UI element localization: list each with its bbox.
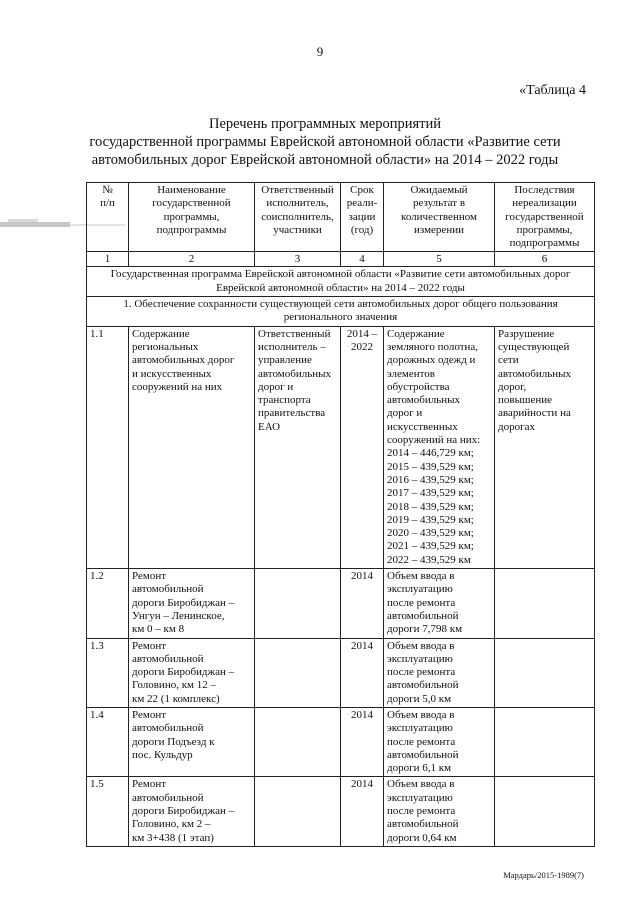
- column-number: 1: [87, 252, 129, 267]
- table-row: [87, 569, 595, 638]
- header-executor-line: участники: [273, 223, 322, 236]
- activity-name-line: Ремонт: [132, 778, 167, 791]
- executor-line: управление: [258, 354, 312, 367]
- column-number: 4: [341, 252, 384, 267]
- header-name-line: программы,: [163, 210, 220, 223]
- title-line: Перечень программных мероприятий: [209, 116, 441, 132]
- expected-result: [384, 638, 495, 707]
- activity-name-line: сооружений на них: [132, 380, 223, 393]
- header-consequence-line: нереализации: [512, 197, 577, 210]
- executor-line: автомобильных: [258, 367, 331, 380]
- section-title-line: 1. Обеспечение сохранности существующей сети автомобильных дорог общего пользования: [123, 298, 558, 311]
- expected-result-line: эксплуатацию: [387, 722, 453, 735]
- consequence-line: автомобильных: [498, 367, 571, 380]
- expected-result: [384, 326, 495, 568]
- expected-result-line: 2019 – 439,529 км;: [387, 513, 474, 526]
- expected-result-line: после ремонта: [387, 596, 456, 609]
- activity-name-line: Ремонт: [132, 639, 167, 652]
- activity-name-line: региональных: [132, 340, 199, 353]
- header-number: [87, 183, 129, 252]
- term: [341, 777, 384, 846]
- column-number: 6: [495, 252, 595, 267]
- header-name: [129, 183, 255, 252]
- header-consequence-line: подпрограммы: [509, 237, 580, 250]
- activity-name-line: дороги Биробиджан –: [132, 596, 235, 609]
- activity-name-line: дороги Биробиджан –: [132, 805, 235, 818]
- header-number-line: №: [102, 184, 113, 196]
- header-result-line: количественном: [401, 210, 477, 223]
- executor: [255, 777, 341, 846]
- section-title-line: регионального значения: [283, 311, 398, 324]
- document-code: Мардарь/2015-1989(7): [503, 870, 584, 880]
- header-term-line: зации: [348, 210, 376, 223]
- activity-name-line: и искусственных: [132, 367, 212, 380]
- title-line: государственной программы Еврейской автономной области «Развитие сети: [89, 134, 561, 150]
- executor: [255, 326, 341, 568]
- executor-line: дорог и: [258, 380, 294, 393]
- expected-result-line: эксплуатацию: [387, 652, 453, 665]
- executor-line: ЕАО: [258, 420, 281, 433]
- header-term-line: реали-: [346, 197, 378, 210]
- activity-name-line: дороги Биробиджан –: [132, 666, 235, 679]
- header-executor-line: соисполнитель,: [261, 210, 334, 223]
- activity-name: [129, 707, 255, 776]
- expected-result-line: Объем ввода в: [387, 708, 455, 721]
- expected-result-line: 2017 – 439,529 км;: [387, 487, 474, 500]
- column-number: 5: [384, 252, 495, 267]
- expected-result-line: автомобильных: [387, 394, 460, 407]
- activity-name-line: дороги Подъезд к: [132, 735, 215, 748]
- program-title-row: [87, 267, 595, 297]
- term-line: 2014: [351, 570, 373, 583]
- expected-result: [384, 777, 495, 846]
- activity-name-line: Ремонт: [132, 570, 167, 583]
- consequence-line: Разрушение: [498, 327, 555, 340]
- activity-name-line: Унгун – Ленинское,: [132, 609, 225, 622]
- activity-name-line: автомобильной: [132, 652, 204, 665]
- expected-result-line: Объем ввода в: [387, 570, 455, 583]
- expected-result-line: земляного полотна,: [387, 340, 479, 353]
- term-line: 2014: [351, 778, 373, 791]
- activity-name: [129, 777, 255, 846]
- executor: [255, 569, 341, 638]
- activity-name-line: пос. Кульдур: [132, 748, 193, 761]
- table-row: [87, 777, 595, 846]
- header-name-line: Наименование: [157, 184, 226, 196]
- executor: [255, 707, 341, 776]
- executor-line: транспорта: [258, 394, 311, 407]
- header-consequence-line: государственной: [505, 210, 584, 223]
- executor-line: правительства: [258, 407, 326, 420]
- header-executor: [255, 183, 341, 252]
- row-number: 1.1: [87, 326, 129, 568]
- header-term: [341, 183, 384, 252]
- term-line: 2014: [351, 639, 373, 652]
- executor-line: Ответственный: [258, 327, 331, 340]
- expected-result-line: дорожных одежд и: [387, 354, 476, 367]
- row-number: 1.3: [87, 638, 129, 707]
- header-term-line: Срок: [350, 184, 374, 196]
- activity-name-line: км 0 – км 8: [132, 623, 185, 636]
- consequence: [495, 707, 595, 776]
- expected-result-line: 2015 – 439,529 км;: [387, 460, 474, 473]
- header-result: [384, 183, 495, 252]
- expected-result-line: автомобильной: [387, 609, 459, 622]
- activity-name-line: Ремонт: [132, 708, 167, 721]
- activity-name: [129, 326, 255, 568]
- consequence: [495, 777, 595, 846]
- header-term-line: (год): [350, 223, 374, 236]
- row-number: 1.2: [87, 569, 129, 638]
- table-body: [87, 326, 595, 846]
- program-title-line: Еврейской автономной области» на 2014 – 2022 годы: [216, 281, 465, 294]
- activity-name-line: Головино, км 2 –: [132, 818, 211, 831]
- header-executor-line: Ответственный: [261, 184, 334, 196]
- expected-result-line: автомобильной: [387, 748, 459, 761]
- activity-name-line: Головино, км 12 –: [132, 679, 217, 692]
- program-title-line: Государственная программа Еврейской автономной области «Развитие сети автомобильных дорог: [110, 268, 571, 281]
- activity-name-line: км 3+438 (1 этап): [132, 831, 214, 844]
- expected-result-line: дорог и: [387, 407, 423, 420]
- activity-name: [129, 569, 255, 638]
- row-number: 1.4: [87, 707, 129, 776]
- table-reference: «Таблица 4: [519, 83, 586, 98]
- expected-result-line: Объем ввода в: [387, 778, 455, 791]
- term-line: 2014: [351, 708, 373, 721]
- expected-result-line: после ремонта: [387, 805, 456, 818]
- expected-result: [384, 569, 495, 638]
- executor: [255, 638, 341, 707]
- header-executor-line: исполнитель,: [266, 197, 329, 210]
- term-line: 2014 –: [346, 327, 378, 340]
- program-title-cell: [87, 267, 595, 297]
- expected-result-line: 2021 – 439,529 км;: [387, 540, 474, 553]
- activity-name-line: Содержание: [132, 327, 190, 340]
- table-row: [87, 707, 595, 776]
- term-line: 2022: [351, 340, 373, 353]
- header-result-line: Ожидаемый: [410, 184, 468, 196]
- expected-result-line: эксплуатацию: [387, 791, 453, 804]
- header-result-line: результат в: [412, 197, 466, 210]
- header-consequence: [495, 183, 595, 252]
- activity-name: [129, 638, 255, 707]
- expected-result-line: Объем ввода в: [387, 639, 455, 652]
- consequence: [495, 638, 595, 707]
- expected-result-line: искусственных: [387, 420, 458, 433]
- executor-line: исполнитель –: [258, 340, 326, 353]
- header-consequence-line: Последствия: [514, 184, 575, 196]
- activity-name-line: автомобильной: [132, 791, 204, 804]
- consequence-line: аварийности на: [498, 407, 571, 420]
- expected-result: [384, 707, 495, 776]
- expected-result-line: Содержание: [387, 327, 445, 340]
- expected-result-line: дороги 6,1 км: [387, 762, 452, 775]
- row-number: 1.5: [87, 777, 129, 846]
- header-name-line: подпрограммы: [156, 223, 227, 236]
- program-activities-table: [86, 182, 595, 847]
- expected-result-line: 2016 – 439,529 км;: [387, 473, 474, 486]
- column-number: 2: [129, 252, 255, 267]
- expected-result-line: дороги 7,798 км: [387, 623, 463, 636]
- column-number: 3: [255, 252, 341, 267]
- column-number-row: [87, 252, 595, 267]
- expected-result-line: обустройства: [387, 380, 450, 393]
- term: [341, 638, 384, 707]
- header-result-line: измерении: [414, 223, 464, 236]
- expected-result-line: 2020 – 439,529 км;: [387, 527, 474, 540]
- expected-result-line: 2014 – 446,729 км;: [387, 447, 474, 460]
- consequence: [495, 569, 595, 638]
- expected-result-line: элементов: [387, 367, 435, 380]
- consequence-line: сети: [498, 354, 519, 367]
- expected-result-line: 2022 – 439,529 км: [387, 553, 471, 566]
- expected-result-line: автомобильной: [387, 679, 459, 692]
- expected-result-line: эксплуатацию: [387, 583, 453, 596]
- expected-result-line: 2018 – 439,529 км;: [387, 500, 474, 513]
- expected-result-line: дороги 0,64 км: [387, 831, 457, 844]
- activity-name-line: автомобильной: [132, 583, 204, 596]
- section-title-row: [87, 297, 595, 327]
- header-number-line: п/п: [100, 197, 115, 210]
- activity-name-line: км 22 (1 комплекс): [132, 692, 220, 705]
- term: [341, 707, 384, 776]
- header-consequence-line: программы,: [516, 223, 573, 236]
- activity-name-line: автомобильной: [132, 722, 204, 735]
- consequence-line: повышение: [498, 394, 552, 407]
- activity-name-line: автомобильных дорог: [132, 354, 235, 367]
- consequence: [495, 326, 595, 568]
- document-title: [60, 115, 590, 169]
- expected-result-line: после ремонта: [387, 666, 456, 679]
- title-line: автомобильных дорог Еврейской автономной области» на 2014 – 2022 годы: [91, 152, 559, 168]
- expected-result-line: автомобильной: [387, 818, 459, 831]
- section-title-cell: [87, 297, 595, 327]
- expected-result-line: сооружений на них:: [387, 434, 481, 447]
- table-row: [87, 326, 595, 568]
- table-header-row: [87, 183, 595, 252]
- page-number: 9: [316, 44, 324, 59]
- header-name-line: государственной: [152, 197, 231, 210]
- term: [341, 569, 384, 638]
- expected-result-line: дороги 5,0 км: [387, 692, 452, 705]
- term: [341, 326, 384, 568]
- expected-result-line: после ремонта: [387, 735, 456, 748]
- table-row: [87, 638, 595, 707]
- consequence-line: существующей: [498, 340, 570, 353]
- consequence-line: дорогах: [498, 420, 535, 433]
- consequence-line: дорог,: [498, 380, 527, 393]
